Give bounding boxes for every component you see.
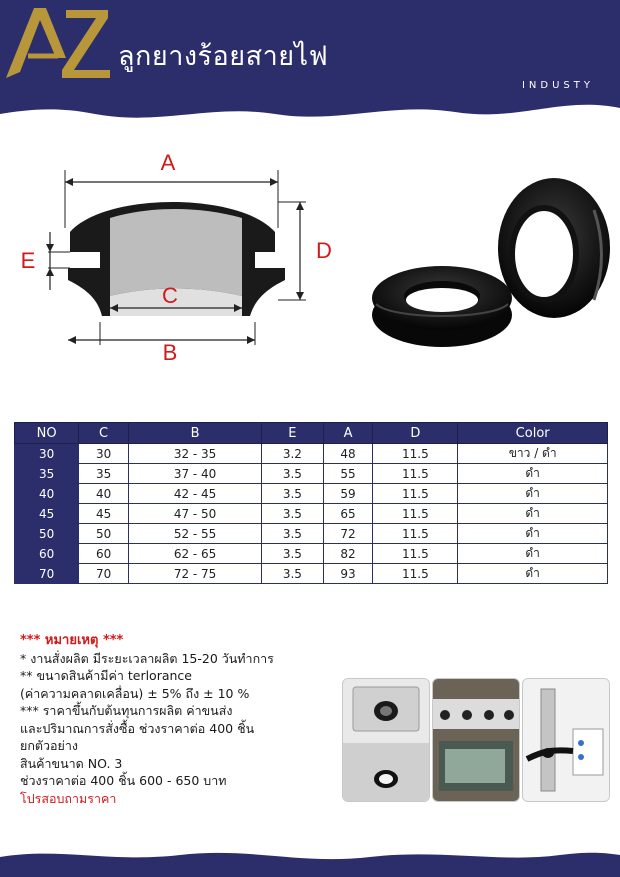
table-cell: ดำ xyxy=(458,484,608,504)
table-cell: 55 xyxy=(323,464,373,484)
note-line: ยกตัวอย่าง xyxy=(20,738,78,753)
table-row xyxy=(15,544,608,564)
table-cell: 32 - 35 xyxy=(129,444,262,464)
table-row xyxy=(15,444,608,464)
table-cell: 3.5 xyxy=(262,564,324,584)
table-cell: 3.5 xyxy=(262,524,324,544)
table-row xyxy=(15,524,608,544)
table-cell: 72 - 75 xyxy=(129,564,262,584)
note-line: * งานสั่งผลิต มีระยะเวลาผลิต 15-20 วันทำการ xyxy=(20,650,274,666)
spec-table xyxy=(14,422,608,584)
dimension-label-d: D xyxy=(316,238,332,263)
table-cell: 50 xyxy=(79,524,129,544)
table-cell: 48 xyxy=(323,444,373,464)
footer-wave-bg xyxy=(0,845,620,877)
table-cell: 40 xyxy=(79,484,129,504)
application-photo-panel xyxy=(432,678,520,802)
table-cell: 37 - 40 xyxy=(129,464,262,484)
az-logo-icon xyxy=(0,0,115,95)
table-cell: 3.5 xyxy=(262,504,324,524)
dimension-label-c: C xyxy=(162,283,178,308)
note-line: ** ขนาดสินค้ามีค่า terlorance xyxy=(20,668,192,683)
notes-heading: *** หมายเหตุ *** xyxy=(20,633,124,648)
table-row xyxy=(15,484,608,504)
table-cell: 52 - 55 xyxy=(129,524,262,544)
table-cell: 35 xyxy=(15,464,79,484)
column-header: B xyxy=(129,423,262,444)
table-cell: 3.2 xyxy=(262,444,324,464)
table-cell: 30 xyxy=(15,444,79,464)
note-line: *** ราคาขึ้นกับต้นทุนการผลิต ค่าขนส่ง xyxy=(20,703,233,718)
application-photo-box xyxy=(342,678,430,802)
table-cell: ดำ xyxy=(458,504,608,524)
table-cell: 59 xyxy=(323,484,373,504)
table-cell: 11.5 xyxy=(373,564,458,584)
table-cell: 11.5 xyxy=(373,464,458,484)
table-cell: 3.5 xyxy=(262,464,324,484)
table-row xyxy=(15,564,608,584)
table-cell: 3.5 xyxy=(262,544,324,564)
column-header: Color xyxy=(458,423,608,444)
grommet-dimension-diagram xyxy=(10,140,350,375)
dimension-label-a: A xyxy=(160,150,176,175)
table-cell: 11.5 xyxy=(373,504,458,524)
contact-cta-link[interactable]: โปรสอบถามราคา xyxy=(20,790,117,806)
rubber-grommet-photo xyxy=(362,170,612,355)
column-header: NO xyxy=(15,423,79,444)
notes-section xyxy=(20,632,340,807)
header-banner xyxy=(0,0,620,130)
table-cell: 47 - 50 xyxy=(129,504,262,524)
table-row xyxy=(15,504,608,524)
table-cell: 11.5 xyxy=(373,524,458,544)
table-cell: ดำ xyxy=(458,544,608,564)
table-cell: ขาว / ดำ xyxy=(458,444,608,464)
table-cell: 70 xyxy=(79,564,129,584)
note-line: และปริมาณการสั่งซื้อ ช่วงราคาต่อ 400 ชิ้น xyxy=(20,720,255,736)
column-header: E xyxy=(262,423,324,444)
table-cell: ดำ xyxy=(458,564,608,584)
table-cell: 40 xyxy=(15,484,79,504)
table-cell: 35 xyxy=(79,464,129,484)
column-header: A xyxy=(323,423,373,444)
table-cell: 45 xyxy=(15,504,79,524)
dimension-label-b: B xyxy=(162,340,178,365)
table-cell: 82 xyxy=(323,544,373,564)
table-cell: 11.5 xyxy=(373,484,458,504)
table-cell: 30 xyxy=(79,444,129,464)
table-cell: 62 - 65 xyxy=(129,544,262,564)
table-cell: 60 xyxy=(79,544,129,564)
table-cell: ดำ xyxy=(458,464,608,484)
table-cell: 50 xyxy=(15,524,79,544)
table-cell: 60 xyxy=(15,544,79,564)
column-header: C xyxy=(79,423,129,444)
table-cell: 65 xyxy=(323,504,373,524)
page-title: ลูกยางร้อยสายไฟ xyxy=(118,41,329,72)
table-header-row xyxy=(15,423,608,444)
application-photo-rail xyxy=(522,678,610,802)
table-cell: 45 xyxy=(79,504,129,524)
table-cell: 3.5 xyxy=(262,484,324,504)
table-cell: 70 xyxy=(15,564,79,584)
table-cell: ดำ xyxy=(458,524,608,544)
dimension-label-e: E xyxy=(20,248,36,273)
table-row xyxy=(15,464,608,484)
table-cell: 93 xyxy=(323,564,373,584)
table-cell: 11.5 xyxy=(373,544,458,564)
footer-banner xyxy=(0,845,620,877)
table-cell: 42 - 45 xyxy=(129,484,262,504)
column-header: D xyxy=(373,423,458,444)
note-line: สินค้าขนาด NO. 3 xyxy=(20,755,123,771)
logo-subtitle: INDUSTY xyxy=(521,80,594,91)
note-line: ช่วงราคาต่อ 400 ชิ้น 600 - 650 บาท xyxy=(20,773,227,788)
note-line: (ค่าความคลาดเคลื่อน) ± 5% ถึง ± 10 % xyxy=(20,685,250,701)
table-cell: 11.5 xyxy=(373,444,458,464)
table-cell: 72 xyxy=(323,524,373,544)
